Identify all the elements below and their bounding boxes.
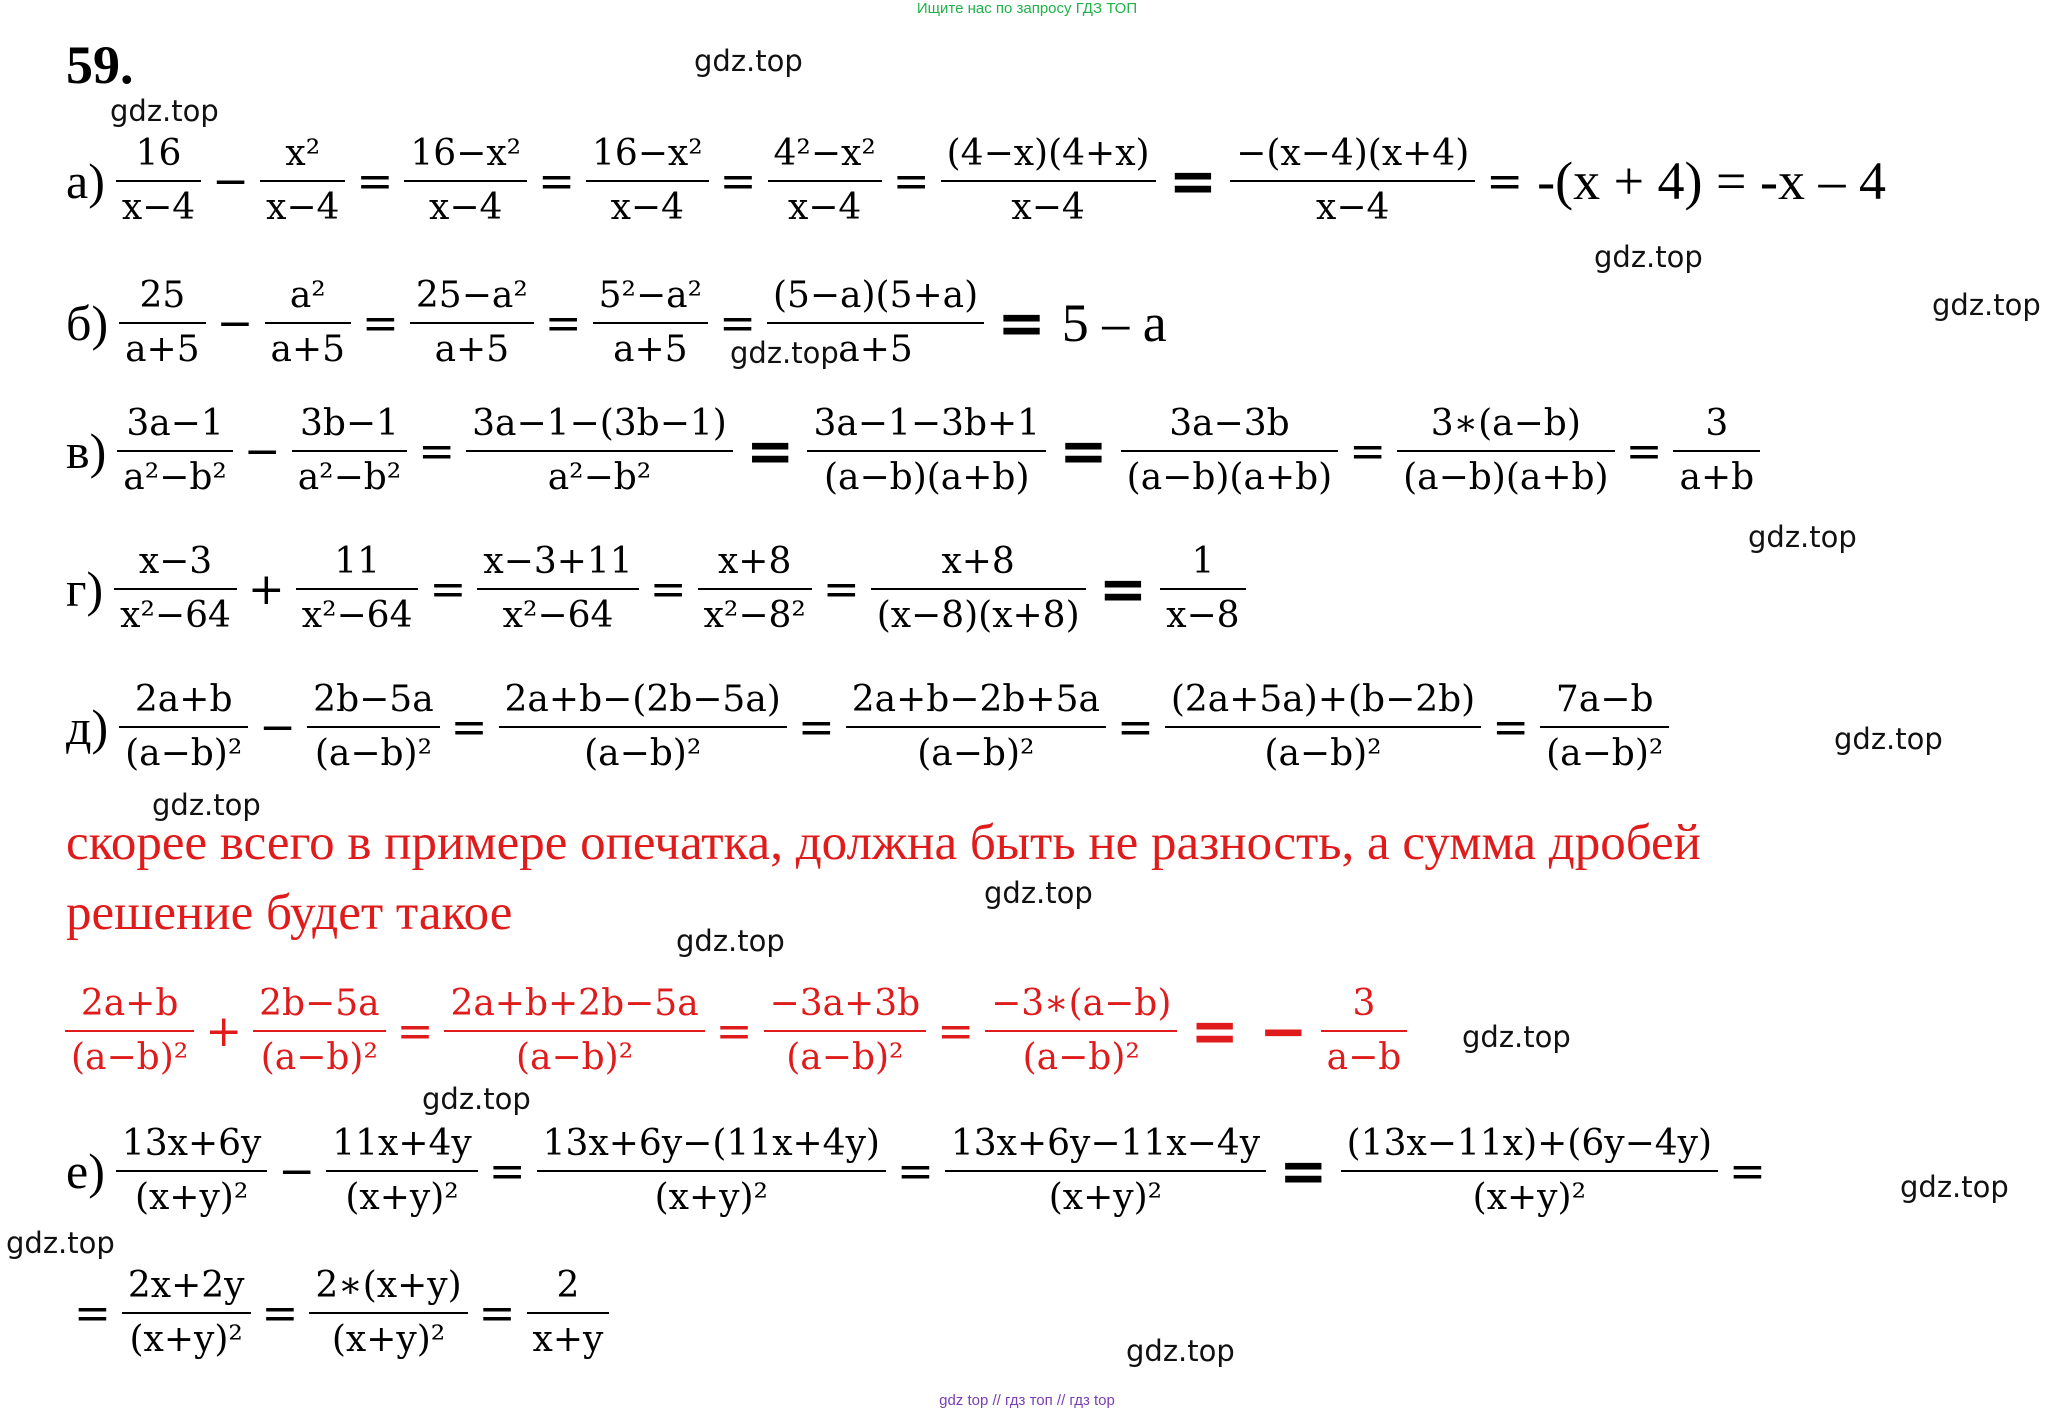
fraction	[477, 536, 638, 642]
fraction	[1230, 128, 1475, 234]
part-g	[66, 536, 1249, 642]
numerator: (2a+5a)+(b−2b)	[1170, 679, 1476, 720]
numerator: −3a+3b	[769, 983, 921, 1024]
fraction	[871, 536, 1086, 642]
numerator: 2∗(x+y)	[315, 1265, 462, 1306]
numerator: x+8	[718, 541, 792, 582]
denominator: x−4	[787, 187, 862, 228]
watermark: gdz.top	[1834, 722, 1943, 756]
numerator: 5²−a²	[598, 275, 703, 316]
operator: =	[1116, 701, 1154, 753]
denominator: x+y	[532, 1319, 604, 1360]
operator: =	[478, 1287, 516, 1339]
watermark: gdz.top	[152, 788, 261, 822]
numerator: 2x+2y	[127, 1265, 245, 1306]
fraction	[1341, 1118, 1718, 1224]
denominator: a²−b²	[123, 457, 227, 498]
denominator: (a−b)²	[515, 1037, 634, 1078]
numerator: 25−a²	[415, 275, 528, 316]
numerator: (4−x)(4+x)	[946, 133, 1150, 174]
fraction	[309, 1260, 467, 1366]
operator: =	[450, 701, 488, 753]
watermark: gdz.top	[730, 336, 839, 370]
fraction	[119, 270, 206, 376]
fraction	[1673, 398, 1760, 504]
problem-number: 59.	[66, 35, 134, 95]
part-a	[66, 128, 1886, 234]
fraction	[404, 128, 527, 234]
operator: =	[544, 297, 582, 349]
numerator: 3	[1705, 403, 1729, 444]
part-b	[66, 270, 1167, 376]
denominator: a+5	[838, 329, 913, 370]
fraction	[410, 270, 534, 376]
watermark: gdz.top	[422, 1082, 531, 1116]
operator: =	[1492, 701, 1530, 753]
part-label: б)	[66, 295, 109, 351]
numerator: 3b−1	[299, 403, 399, 444]
fraction	[326, 1118, 478, 1224]
fraction	[116, 1118, 268, 1224]
operator: =	[1349, 425, 1387, 477]
fraction	[260, 128, 345, 234]
operator: =	[937, 1005, 975, 1057]
fraction	[537, 1118, 886, 1224]
operator: =	[896, 1145, 934, 1197]
fraction	[945, 1118, 1266, 1224]
denominator: a²−b²	[547, 457, 652, 498]
numerator: 11x+4y	[332, 1123, 472, 1164]
watermark: gdz.top	[1462, 1020, 1571, 1054]
part-label: г)	[66, 561, 104, 617]
denominator: (a−b)²	[1264, 733, 1382, 774]
denominator: x−4	[610, 187, 684, 228]
numerator: 3	[1352, 983, 1376, 1024]
numerator: 13x+6y	[121, 1123, 262, 1164]
result-expression: -(x + 4) = -x – 4	[1537, 151, 1886, 211]
numerator: 2b−5a	[313, 679, 434, 720]
operator: =	[1486, 155, 1524, 207]
numerator: 7a−b	[1555, 679, 1654, 720]
denominator: (a−b)²	[314, 733, 433, 774]
numerator: 25	[139, 275, 186, 316]
part-e-continued	[66, 1260, 612, 1366]
fraction	[1540, 674, 1669, 780]
part-d-corrected	[62, 978, 1410, 1084]
operator: =	[1279, 1137, 1328, 1205]
fraction	[499, 674, 787, 780]
operator: =	[356, 155, 394, 207]
operator: =	[797, 701, 835, 753]
operator: −	[1259, 997, 1308, 1065]
fraction	[114, 536, 237, 642]
denominator: (a−b)²	[584, 733, 702, 774]
denominator: (a−b)²	[1022, 1037, 1140, 1078]
denominator: (a−b)²	[917, 733, 1035, 774]
operator: =	[362, 297, 399, 349]
part-e	[66, 1118, 1774, 1224]
denominator: (x+y)²	[331, 1319, 446, 1360]
watermark: gdz.top	[1900, 1170, 2009, 1204]
fraction	[985, 978, 1177, 1084]
numerator: 3a−3b	[1169, 403, 1290, 444]
denominator: x²−8²	[703, 595, 806, 636]
numerator: 2	[556, 1265, 580, 1306]
watermark: gdz.top	[1126, 1334, 1235, 1368]
numerator: 16−x²	[410, 133, 522, 174]
numerator: 2b−5a	[259, 983, 380, 1024]
operator: =	[1190, 997, 1239, 1065]
fraction	[527, 1260, 610, 1366]
operator: =	[488, 1145, 526, 1197]
operator: =	[822, 563, 860, 615]
fraction	[253, 978, 385, 1084]
denominator: (a−b)²	[260, 1037, 378, 1078]
numerator: 1	[1191, 541, 1215, 582]
part-label: в)	[66, 423, 107, 479]
operator: =	[1098, 555, 1148, 623]
denominator: x−8	[1166, 595, 1240, 636]
operator: =	[538, 155, 575, 207]
watermark: gdz.top	[676, 924, 785, 958]
watermark: gdz.top	[1748, 520, 1857, 554]
fraction	[1165, 674, 1481, 780]
operator: =	[997, 289, 1046, 357]
numerator: 3a−1	[126, 403, 224, 444]
fraction	[698, 536, 812, 642]
numerator: 2a+b+2b−5a	[450, 983, 699, 1024]
denominator: (a−b)²	[125, 733, 243, 774]
denominator: (a−b)²	[786, 1037, 904, 1078]
denominator: (a−b)(a+b)	[823, 457, 1030, 498]
typo-note-line-1: скорее всего в примере опечатка, должна быть не разность, а сумма дробей	[66, 815, 1701, 871]
part-label: д)	[66, 699, 109, 755]
numerator: 2a+b−(2b−5a)	[504, 679, 781, 720]
watermark: gdz.top	[1594, 240, 1703, 274]
denominator: x²−64	[301, 595, 413, 636]
typo-note-line-2: решение будет такое	[66, 885, 513, 941]
denominator: x²−64	[502, 595, 614, 636]
fraction	[307, 674, 439, 780]
numerator: a²	[289, 275, 326, 316]
denominator: (x+y)²	[654, 1177, 768, 1218]
numerator: (13x−11x)+(6y−4y)	[1346, 1123, 1713, 1164]
denominator: (x+y)²	[1472, 1177, 1586, 1218]
fraction	[1160, 536, 1245, 642]
fraction	[846, 674, 1106, 780]
part-label: е)	[66, 1143, 105, 1199]
operator: −	[243, 425, 281, 477]
operator: =	[1729, 1145, 1766, 1197]
operator: +	[205, 1005, 243, 1057]
part-label: а)	[66, 153, 105, 209]
part-d	[66, 674, 1672, 780]
fraction	[1121, 398, 1339, 504]
fraction	[292, 398, 408, 504]
denominator: a+b	[1679, 457, 1755, 498]
operator: −	[259, 701, 297, 753]
denominator: x−4	[121, 187, 196, 228]
numerator: 11	[334, 541, 381, 582]
denominator: x−4	[1316, 187, 1390, 228]
numerator: x²	[285, 133, 321, 174]
operator: −	[278, 1145, 316, 1197]
fraction	[122, 1260, 251, 1366]
operator: =	[719, 297, 756, 349]
numerator: −(x−4)(x+4)	[1236, 133, 1470, 174]
fraction	[768, 128, 882, 234]
watermark: gdz.top	[694, 44, 803, 78]
numerator: x−3	[138, 541, 213, 582]
operator: =	[74, 1287, 111, 1339]
operator: =	[429, 563, 467, 615]
fraction	[1397, 398, 1615, 504]
numerator: 3a−1−3b+1	[813, 403, 1041, 444]
operator: =	[1059, 417, 1108, 485]
top-banner: Ищите нас по запросу ГДЗ ТОП	[916, 0, 1138, 17]
watermark: gdz.top	[984, 876, 1093, 910]
denominator: a+5	[270, 329, 346, 370]
numerator: 2a+b	[134, 679, 233, 720]
operator: −	[216, 297, 254, 349]
denominator: (x+y)²	[129, 1319, 243, 1360]
denominator: a+5	[434, 329, 510, 370]
operator: +	[247, 563, 285, 615]
numerator: 3∗(a−b)	[1430, 403, 1581, 444]
numerator: x−3+11	[483, 541, 633, 582]
numerator: 3a−1−(3b−1)	[472, 403, 727, 444]
fraction	[444, 978, 704, 1084]
denominator: x−4	[429, 187, 503, 228]
denominator: (x−8)(x+8)	[876, 595, 1080, 636]
denominator: a²−b²	[297, 457, 402, 498]
denominator: (a−b)(a+b)	[1126, 457, 1333, 498]
denominator: x−4	[1011, 187, 1085, 228]
operator: =	[649, 563, 687, 615]
denominator: (a−b)²	[71, 1037, 189, 1078]
fraction	[296, 536, 419, 642]
fraction	[941, 128, 1156, 234]
numerator: x+8	[941, 541, 1015, 582]
operator: =	[261, 1287, 299, 1339]
numerator: 16−x²	[591, 133, 703, 174]
denominator: a+5	[613, 329, 688, 370]
fraction	[466, 398, 733, 504]
fraction	[65, 978, 194, 1084]
denominator: (x+y)²	[1048, 1177, 1163, 1218]
operator: =	[715, 1005, 753, 1057]
numerator: 2a+b−2b+5a	[851, 679, 1100, 720]
operator: =	[396, 1005, 434, 1057]
operator: −	[212, 155, 250, 207]
denominator: (a−b)²	[1546, 733, 1664, 774]
denominator: (a−b)(a+b)	[1403, 457, 1609, 498]
numerator: −3∗(a−b)	[991, 983, 1172, 1024]
fraction	[119, 674, 248, 780]
numerator: 4²−x²	[773, 133, 876, 174]
fraction	[593, 270, 708, 376]
numerator: 13x+6y−(11x+4y)	[542, 1123, 880, 1164]
watermark: gdz.top	[110, 94, 219, 128]
numerator: 13x+6y−11x−4y	[950, 1123, 1261, 1164]
numerator: 2a+b	[80, 983, 179, 1024]
operator: =	[892, 155, 930, 207]
fraction	[807, 398, 1046, 504]
denominator: x²−64	[120, 595, 231, 636]
part-v	[66, 398, 1763, 504]
denominator: (x+y)²	[134, 1177, 249, 1218]
operator: =	[745, 417, 795, 485]
operator: =	[418, 425, 456, 477]
numerator: 16	[135, 133, 182, 174]
fraction	[1321, 978, 1408, 1084]
fraction	[116, 128, 201, 234]
operator: =	[1625, 425, 1663, 477]
footer-links: gdz top // гдз топ // гдз top	[939, 1392, 1115, 1409]
watermark: gdz.top	[6, 1226, 115, 1260]
result-expression: 5 – a	[1061, 293, 1167, 353]
fraction	[586, 128, 709, 234]
fraction	[117, 398, 233, 504]
operator: =	[719, 155, 757, 207]
operator: =	[1168, 147, 1218, 215]
numerator: (5−a)(5+a)	[772, 275, 979, 316]
fraction	[764, 978, 927, 1084]
denominator: a−b	[1326, 1037, 1402, 1078]
denominator: (x+y)²	[345, 1177, 459, 1218]
denominator: x−4	[266, 187, 340, 228]
watermark: gdz.top	[1932, 288, 2041, 322]
denominator: a+5	[125, 329, 200, 370]
fraction	[265, 270, 352, 376]
